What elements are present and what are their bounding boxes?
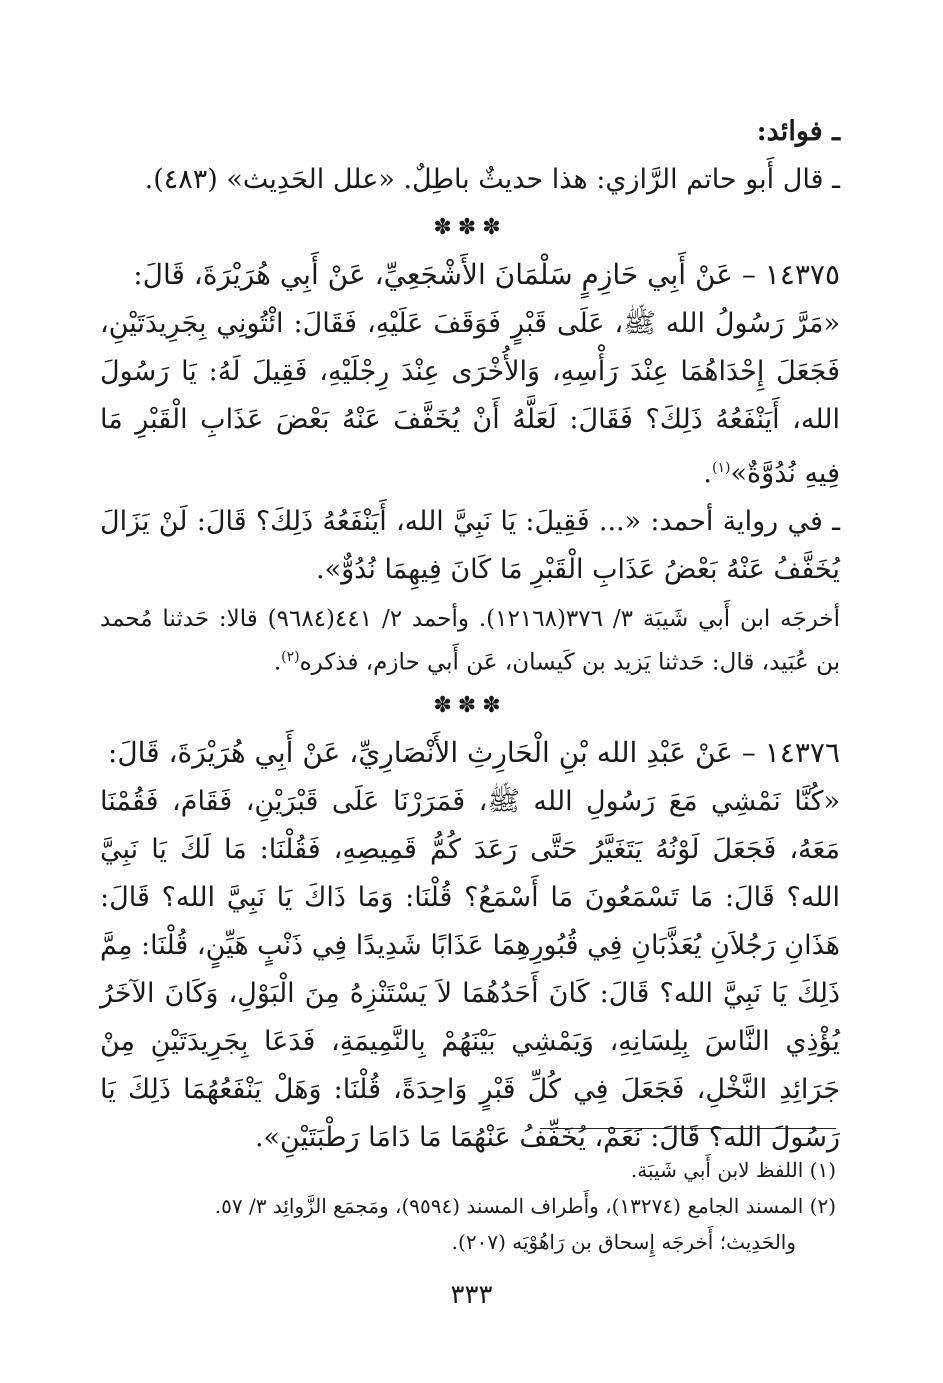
hadith-isnad: – عَنْ أَبِي حَازِمٍ سَلْمَانَ الأَشْجَعِيِّ، عَنْ أَبِي هُرَيْرَةَ، قَالَ: xyxy=(133,258,756,291)
hadith-isnad: – عَنْ عَبْدِ الله بْنِ الْحَارِثِ الأَنْصَارِيِّ، عَنْ أَبِي هُرَيْرَةَ، قَالَ: xyxy=(107,735,756,769)
footnote-divider xyxy=(540,1128,836,1129)
hadith-matn-text: «مَرَّ رَسُولُ الله ﷺ، عَلَى قَبْرٍ فَوَقَفَ عَلَيْهِ، فَقَالَ: ائْتُونِي بِجَرِيدَتَيْنِ، فَجَعَلَ إِحْدَاهُمَا عِنْدَ رَأْسِهِ، وَالأُخْرَى عِنْدَ رِجْلَيْهِ، فَقِيلَ لَهُ: يَا رَسُولَ الله، أَيَنْفَعُهُ ذَلِكَ؟ فَقَالَ: لَعَلَّهُ أَنْ يُخَفَّفَ عَنْهُ بَعْضَ عَذَابِ الْقَبْرِ مَا فِيهِ نُدُوَّةٌ» xyxy=(100,308,840,489)
section-separator: ✽✽✽ xyxy=(433,692,507,718)
hadith-number: ١٤٣٧٥ xyxy=(764,258,840,291)
footnotes xyxy=(200,1152,836,1260)
fawaid-heading: ـ فوائد: xyxy=(756,116,840,147)
page-number: ٣٣٣ xyxy=(450,1280,493,1310)
fawaid-note: ـ قال أَبو حاتم الرَّازي: هذا حديثٌ باطِلٌ. «علل الحَدِيث» (٤٨٣). xyxy=(144,164,840,195)
footnote-marker: (٢) xyxy=(281,649,300,665)
section-separator: ✽✽✽ xyxy=(433,215,507,240)
hadith-14376-matn: «كُنَّا نَمْشِي مَعَ رَسُولِ الله ﷺ، فَمَرَرْنَا عَلَى قَبْرَيْنِ، فَقَامَ، فَقُمْنَا مَعَهُ، فَجَعَلَ لَوْنُهُ يَتَغَيَّرُ حَتَّى رَعَدَ كُمُّ قَمِيصِهِ، فَقُلْنَا: مَا لَكَ يَا نَبِيَّ الله؟ قَالَ: مَا تَسْمَعُونَ مَا أَسْمَعُ؟ قُلْنَا: وَمَا ذَاكَ يَا نَبِيَّ الله؟ قَالَ: هَذَانِ رَجُلاَنِ يُعَذَّبَانِ فِي قُبُورِهِمَا عَذَابًا شَدِيدًا فِي ذَنْبٍ هَيِّنٍ، قُلْنَا: مِمَّ ذَلِكَ يَا نَبِيَّ الله؟ قَالَ: كَانَ أَحَدُهُمَا لاَ يَسْتَنْزِهُ مِنَ الْبَوْلِ، وَكَانَ الآخَرُ يُؤْذِي النَّاسَ بِلِسَانِهِ، وَيَمْشِي بَيْنَهُمْ بِالنَّمِيمَةِ، فَدَعَا بِجَرِيدَتَيْنِ مِنْ جَرَائِدِ النَّخْلِ، فَجَعَلَ فِي كُلِّ قَبْرٍ وَاحِدَةً، قُلْنَا: وَهَلْ يَنْفَعُهُمَا ذَلِكَ يَا رَسُولَ الله؟ قَالَ: نَعَمْ، يُخَفِّفُ عَنْهُمَا مَا دَامَا رَطْبَتَيْنِ». xyxy=(100,785,840,1153)
hadith-14375-header xyxy=(100,250,840,300)
footnote-2-continued: والحَدِيث؛ أَخرجَه إِسحاق بن رَاهُوْيَه (٢٠٧). xyxy=(451,1230,796,1254)
page-body xyxy=(100,108,840,1162)
hadith-14375-takhrij: أخرجَه ابن أَبي شَيبَة ٣/ ٣٧٦(١٢١٦٨). وأحمد ٢/ ٤٤١(٩٦٨٤) قالا: حَدثنا مُحمد بن عُبَيد، قال: حَدثنا يَزيد بن كَيسان، عَن أَبي حازم، فذكره$^{(٢)}$. xyxy=(100,606,841,676)
footnote-2: (٢) المسند الجامع (١٣٢٧٤)، وأَطراف المسند (٩٥٩٤)، ومَجمَع الزَّوائِد ٣/ ٥٧. xyxy=(214,1194,836,1218)
footnote-1: (١) اللفظ لابن أَبي شَيبَة. xyxy=(630,1158,836,1182)
hadith-14375-riwaya: ـ في رواية أحمد: «... فَقِيلَ: يَا نَبِيَّ الله، أَيَنْفَعُهُ ذَلِكَ؟ قَالَ: لَنْ يَزَالَ يُخَفَّفُ عَنْهُ بَعْضُ عَذَابِ الْقَبْرِ مَا كَانَ فِيهِمَا نُدُوٌّ». xyxy=(100,506,840,585)
hadith-number: ١٤٣٧٦ xyxy=(764,735,840,769)
footnote-marker: (١) xyxy=(712,460,731,476)
hadith-14375-matn: «مَرَّ رَسُولُ الله ﷺ، عَلَى قَبْرٍ فَوَقَفَ عَلَيْهِ، فَقَالَ: ائْتُونِي بِجَرِيدَتَيْنِ، فَجَعَلَ إِحْدَاهُمَا عِنْدَ رَأْسِهِ، وَالأُخْرَى عِنْدَ رِجْلَيْهِ، فَقِيلَ لَهُ: يَا رَسُولَ الله، أَيَنْفَعُهُ ذَلِكَ؟ فَقَالَ: لَعَلَّهُ أَنْ يُخَفَّفَ عَنْهُ بَعْضَ عَذَابِ الْقَبْرِ مَا فِيهِ نُدُوَّةٌ»$^{(١)}$. xyxy=(100,308,840,489)
takhrij-text: أخرجَه ابن أَبي شَيبَة ٣/ ٣٧٦(١٢١٦٨). وأحمد ٢/ ٤٤١(٩٦٨٤) قالا: حَدثنا مُحمد بن عُبَيد، قال: حَدثنا يَزيد بن كَيسان، عَن أَبي حازم، فذكره xyxy=(100,606,841,676)
hadith-14376-header xyxy=(100,728,840,778)
